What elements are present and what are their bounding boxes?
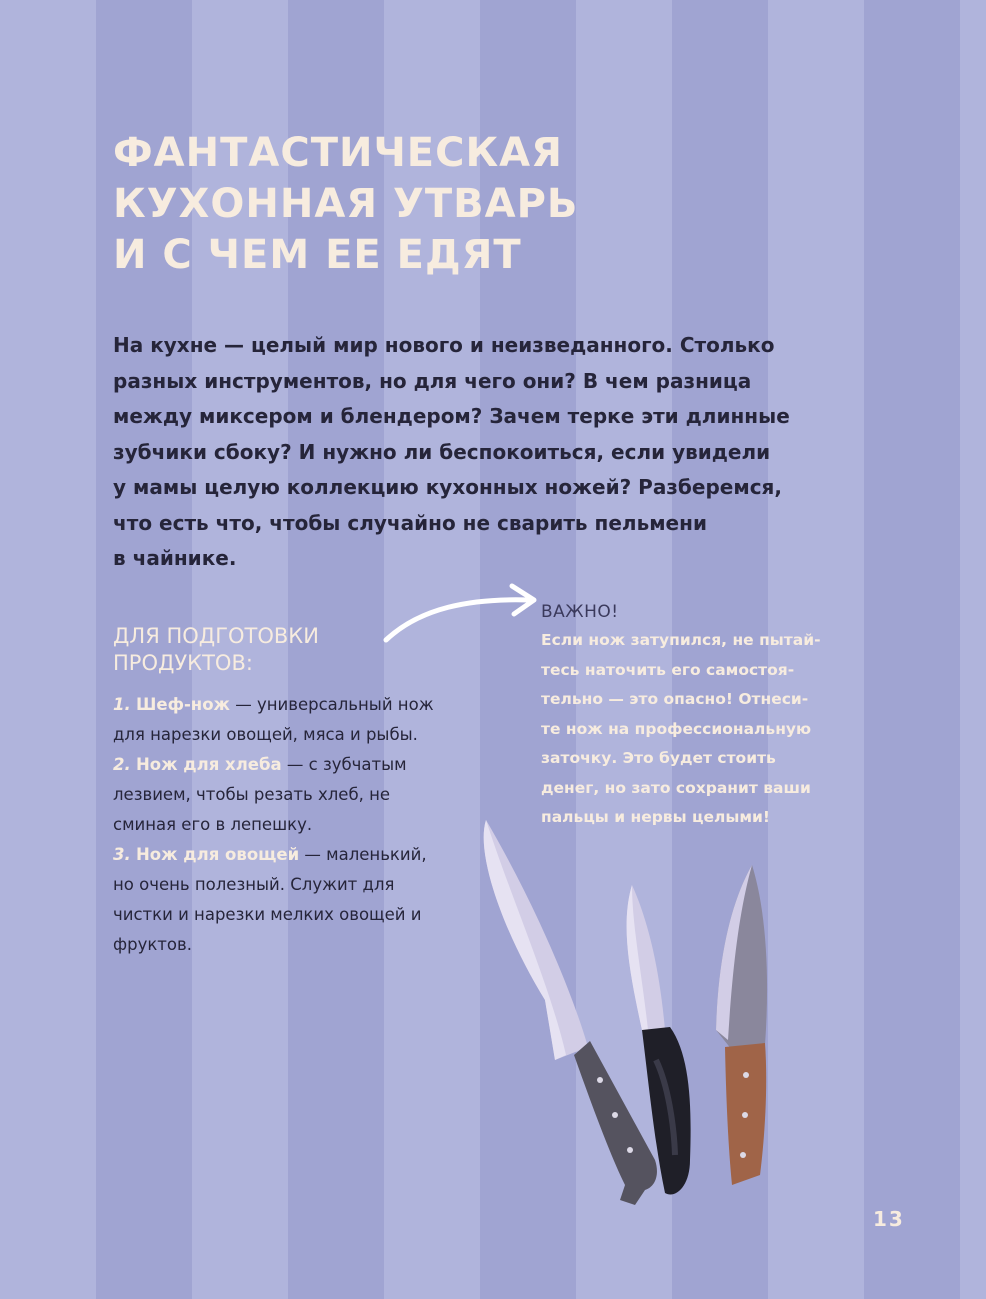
- intro-line: что есть что, чтобы случайно не сварить пельмени: [113, 510, 707, 535]
- intro-line: между миксером и блендером? Зачем терке эти длинные: [113, 404, 790, 428]
- page-title: [113, 128, 733, 281]
- important-line: те нож на профессиональную: [541, 719, 812, 738]
- important-line: денег, но зато сохранит ваши: [541, 778, 811, 797]
- list-item: [113, 690, 443, 750]
- item-term: Нож для овощей: [136, 845, 300, 864]
- important-line: пальцы и нервы целыми!: [541, 808, 770, 826]
- intro-line: в чайнике.: [113, 546, 237, 570]
- knives-illustration: [470, 815, 790, 1215]
- important-line: тельно — это опасно! Отнеси-: [541, 690, 809, 708]
- intro-line: у мамы целую коллекцию кухонных ножей? Разберемся,: [113, 475, 782, 499]
- item-number: 2.: [113, 755, 131, 774]
- item-term: Шеф-нож: [136, 695, 230, 714]
- item-description: — универсальный нож для нарезки овощей, мяса и рыбы.: [113, 695, 434, 744]
- chef-knife-icon: [484, 820, 657, 1205]
- item-number: 1.: [113, 695, 131, 714]
- important-line: Если нож затупился, не пытай-: [541, 631, 821, 649]
- intro-line: На кухне — целый мир нового и неизведанного. Столько: [113, 333, 775, 357]
- curved-arrow-icon: [380, 578, 550, 658]
- list-item: [113, 840, 443, 960]
- section-heading-line: ПРОДУКТОВ:: [113, 651, 253, 675]
- item-number: 3.: [113, 845, 131, 864]
- title-line: ФАНТАСТИЧЕСКАЯ: [113, 130, 563, 176]
- item-term: Нож для хлеба: [136, 755, 282, 774]
- page-number: 13: [873, 1207, 905, 1231]
- important-text: [541, 626, 881, 833]
- section-heading-line: ДЛЯ ПОДГОТОВКИ: [113, 624, 319, 648]
- important-heading: ВАЖНО!: [541, 602, 619, 622]
- title-line: КУХОННАЯ УТВАРЬ: [113, 181, 579, 227]
- item-description: — с зубчатым лезвием, чтобы резать хлеб, не сминая его в лепешку.: [113, 755, 407, 834]
- vegetable-knife-icon: [716, 865, 767, 1185]
- important-line: заточку. Это будет стоить: [541, 749, 776, 767]
- item-description: — маленький, но очень полезный. Служит для чистки и нарезки мелких овощей и фруктов.: [113, 845, 427, 954]
- section-heading: [113, 623, 319, 677]
- list-item: [113, 750, 443, 840]
- important-line: тесь наточить его самостоя-: [541, 660, 795, 679]
- intro-line: разных инструментов, но для чего они? В чем разница: [113, 368, 752, 393]
- intro-paragraph: [113, 328, 853, 577]
- important-note: [541, 598, 881, 833]
- title-line: И С ЧЕМ ЕЕ ЕДЯТ: [113, 232, 522, 278]
- knife-list: [113, 690, 443, 960]
- intro-line: зубчики сбоку? И нужно ли беспокоиться, если увидели: [113, 439, 771, 464]
